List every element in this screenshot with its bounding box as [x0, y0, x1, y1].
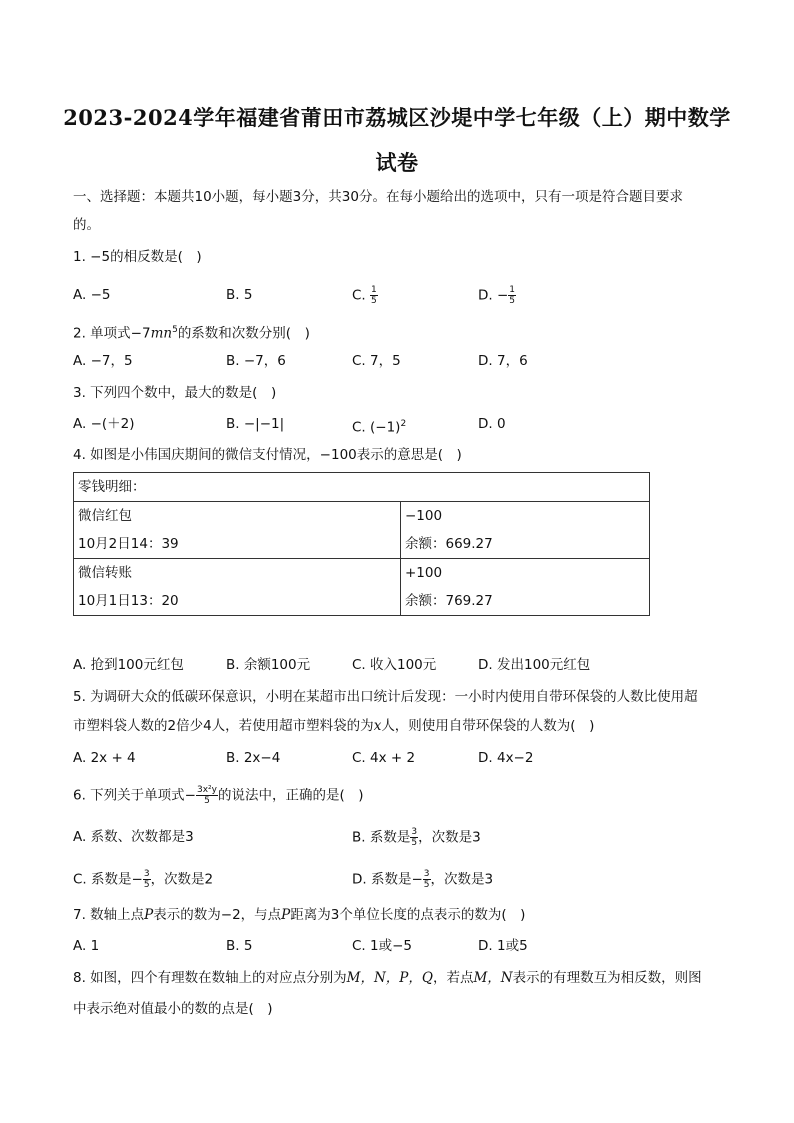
q1-option-d-fraction [508, 285, 516, 306]
q2-stem-variable: mn [150, 325, 173, 342]
fraction-denominator: 5 [411, 838, 418, 848]
question-8-stem-line2: 中表示绝对值最小的数的点是( ) [73, 1001, 273, 1017]
q3-option-c-base: C. (−1) [352, 419, 401, 436]
transaction-name: 微信红包 [78, 508, 132, 524]
q8-stem-part2: ，若点 [432, 970, 474, 986]
q5-option-d: D. 4x−2 [478, 750, 534, 766]
q7-point-p: P [144, 907, 154, 923]
q1-option-a: A. −5 [73, 287, 111, 303]
transaction-balance: 余额：669.27 [405, 536, 493, 552]
transaction-time: 10月1日13：20 [78, 593, 179, 609]
q6-option-d-fraction [423, 869, 431, 890]
q7-option-c: C. 1或−5 [352, 938, 412, 954]
q6-option-a: A. 系数、次数都是3 [73, 829, 194, 845]
q6-option-d-prefix: D. 系数是− [352, 871, 423, 888]
question-4-stem: 4. 如图是小伟国庆期间的微信支付情况，−100表示的意思是( ) [73, 447, 462, 463]
q2-option-b: B. −7，6 [226, 353, 286, 369]
q6-option-b [352, 827, 481, 848]
fraction-numerator: 3 [411, 827, 418, 837]
question-3-stem: 3. 下列四个数中，最大的数是( ) [73, 385, 277, 401]
table-row [74, 559, 650, 616]
q3-option-c [352, 414, 406, 438]
q5-stem-suffix: 人，则使用自带环保袋的人数为( ) [381, 718, 595, 734]
section-heading-line2: 的。 [73, 217, 100, 233]
q6-stem-prefix: 6. 下列关于单项式− [73, 787, 196, 804]
transaction-amount: −100 [405, 508, 443, 524]
transaction-balance: 余额：769.27 [405, 593, 493, 609]
q5-stem-prefix: 市塑料袋人数的2倍少4人，若使用超市塑料袋的为 [73, 718, 374, 734]
q3-option-d: D. 0 [478, 416, 506, 432]
q6-option-b-prefix: B. 系数是 [352, 829, 411, 846]
table-cell [401, 559, 650, 616]
exam-title-line1: 2023-2024学年福建省莆田市荔城区沙堤中学七年级（上）期中数学 [63, 105, 731, 130]
exam-title-line2: 试卷 [375, 150, 419, 175]
q6-option-d-suffix: ，次数是3 [430, 871, 494, 888]
q6-option-c-fraction [143, 869, 151, 890]
q8-stem-part3: 表示的有理数互为相反数，则图 [512, 970, 702, 986]
q8-point-labels: M，N，P，Q [346, 970, 433, 986]
q1-option-d [478, 285, 516, 306]
transaction-amount: +100 [405, 565, 443, 581]
q2-stem-suffix: 的系数和次数分别( ) [177, 325, 310, 342]
q5-option-a: A. 2x + 4 [73, 750, 136, 766]
fraction-denominator: 5 [204, 796, 210, 806]
q6-option-c [73, 869, 213, 890]
fraction-numerator: 1 [371, 285, 377, 295]
q2-option-d: D. 7，6 [478, 353, 528, 369]
q2-stem-prefix: 2. 单项式−7 [73, 325, 151, 342]
question-1-stem: 1. −5的相反数是( ) [73, 249, 202, 265]
table-cell [401, 502, 650, 559]
fraction-denominator: 5 [509, 296, 516, 306]
q7-option-d: D. 1或5 [478, 938, 528, 954]
fraction-numerator: 1 [509, 285, 516, 295]
question-6-stem [73, 785, 364, 806]
q5-stem-variable: x [373, 718, 382, 734]
fraction-numerator: 3 [143, 869, 150, 879]
table-header: 零钱明细： [78, 479, 146, 495]
table-row [74, 502, 650, 559]
q1-option-c-label: C. [352, 287, 371, 304]
fraction-numerator: 3x²y [196, 785, 217, 795]
fraction-numerator: 3 [423, 869, 430, 879]
table-cell [74, 502, 401, 559]
q2-option-c: C. 7，5 [352, 353, 401, 369]
question-5-stem-line1: 5. 为调研大众的低碳环保意识，小明在某超市出口统计后发现：一小时内使用自带环保袋的人数比使用超 [73, 689, 698, 705]
q4-option-b: B. 余额100元 [226, 657, 311, 673]
q4-option-a: A. 抢到100元红包 [73, 657, 184, 673]
q6-option-c-prefix: C. 系数是− [73, 871, 143, 888]
question-2-stem [73, 320, 310, 344]
q6-stem-suffix: 的说法中，正确的是( ) [217, 787, 364, 804]
question-8-stem-line1 [73, 968, 702, 988]
q2-stem-exponent: 5 [172, 325, 178, 335]
wechat-payment-table [73, 472, 650, 616]
fraction-denominator: 5 [423, 880, 430, 890]
table-header-cell [74, 473, 650, 502]
q4-option-d: D. 发出100元红包 [478, 657, 591, 673]
q4-option-c: C. 收入100元 [352, 657, 437, 673]
q7-option-b: B. 5 [226, 938, 253, 954]
q6-option-d [352, 869, 493, 890]
q6-option-b-fraction [410, 827, 418, 848]
table-cell [74, 559, 401, 616]
table-row [74, 473, 650, 502]
q1-option-c [352, 285, 378, 306]
fraction-denominator: 5 [143, 880, 150, 890]
section-heading-line1: 一、选择题：本题共10小题，每小题3分，共30分。在每小题给出的选项中，只有一项是符合题目要求 [73, 189, 683, 205]
q1-option-d-label: D. − [478, 287, 509, 304]
q3-option-c-exponent: 2 [400, 419, 407, 429]
q7-stem-part1: 7. 数轴上点 [73, 907, 145, 923]
q7-stem-part3: 距离为3个单位长度的点表示的数为( ) [290, 907, 526, 923]
question-7-stem [73, 905, 525, 925]
transaction-time: 10月2日14：39 [78, 536, 179, 552]
transaction-name: 微信转账 [78, 565, 132, 581]
q7-option-a: A. 1 [73, 938, 100, 954]
question-5-stem-line2 [73, 716, 594, 736]
q7-stem-part2: 表示的数为−2，与点 [153, 907, 282, 923]
q6-option-b-suffix: ，次数是3 [418, 829, 481, 846]
q2-option-a: A. −7，5 [73, 353, 133, 369]
q8-point-labels-mn: M，N [473, 970, 513, 986]
q7-point-p: P [281, 907, 291, 923]
q5-option-c: C. 4x + 2 [352, 750, 416, 766]
q6-stem-fraction [196, 785, 218, 806]
q1-option-c-fraction [370, 285, 378, 306]
q1-option-b: B. 5 [226, 287, 253, 303]
q3-option-a: A. −(＋2) [73, 416, 135, 432]
q5-option-b: B. 2x−4 [226, 750, 281, 766]
fraction-denominator: 5 [371, 296, 377, 306]
q6-option-c-suffix: ，次数是2 [150, 871, 214, 888]
q3-option-b: B. −|−1| [226, 416, 285, 432]
q8-stem-part1: 8. 如图，四个有理数在数轴上的对应点分别为 [73, 970, 347, 986]
